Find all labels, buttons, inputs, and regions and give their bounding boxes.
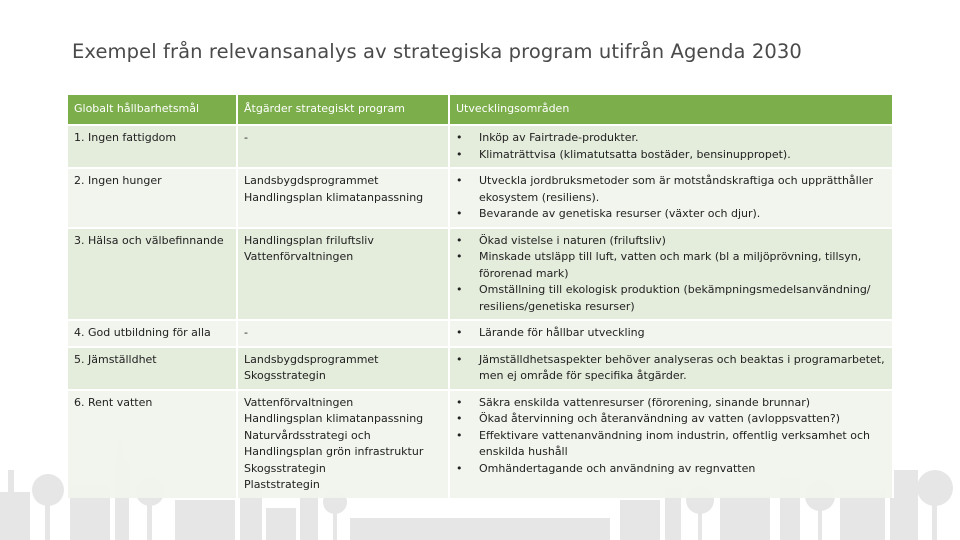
goal-cell: 4. God utbildning för alla [68,320,237,347]
area-bullet-item: • Bevarande av genetiska resurser (växter och djur). [456,206,886,223]
areas-list [456,233,886,316]
areas-list [456,395,886,478]
goal-cell: 1. Ingen fattigdom [68,125,237,168]
area-bullet-item: • Omställning till ekologisk produktion (bekämpningsmedelsanvändning/ resiliens/genetiska resurser) [456,282,886,315]
program-line: Naturvårdsstrategi och Handlingsplan grön infrastruktur [244,428,424,458]
table-row [68,390,893,498]
areas-cell [449,320,893,347]
goal-cell: 5. Jämställdhet [68,347,237,390]
program-line: Handlingsplan friluftsliv [244,233,374,247]
program-line: Landsbygdsprogrammet [244,352,379,366]
area-bullet-item: • Minskade utsläpp till luft, vatten och mark (bl a miljöprövning, tillsyn, förorenad mark) [456,249,886,282]
areas-cell [449,347,893,390]
area-bullet-item: • Utveckla jordbruksmetoder som är motståndskraftiga och upprätthåller ekosystem (resiliens). [456,173,886,206]
program-line: Vattenförvaltningen [244,250,354,263]
programs-cell [237,320,449,347]
relevance-table [68,95,894,498]
areas-cell [449,228,893,321]
header-goal: Globalt hållbarhetsmål [68,95,237,125]
program-line: Skogsstrategin [244,461,326,475]
areas-list [456,130,886,163]
table-body [68,125,893,498]
area-bullet-item: • Effektivare vattenanvändning inom industrin, offentlig verksamhet och enskilda hushåll [456,428,886,461]
programs-cell [237,390,449,498]
areas-list [456,173,886,223]
area-bullet-item: • Ökad vistelse i naturen (friluftsliv) [456,233,886,250]
table-row [68,125,893,168]
programs-cell [237,228,449,321]
program-line: Vattenförvaltningen [244,395,354,409]
program-line: Handlingsplan klimatanpassning [244,412,424,425]
area-bullet-item: • Jämställdhetsaspekter behöver analyseras och beaktas i programarbetet, men ej område för specifika åtgärder. [456,352,886,385]
goal-cell: 2. Ingen hunger [68,168,237,228]
table-row [68,228,893,321]
header-areas: Utvecklingsområden [449,95,893,125]
program-line: Landsbygdsprogrammet [244,174,379,187]
program-line: Plaststrategin [244,478,320,491]
programs-cell [237,125,449,168]
areas-list [456,325,886,342]
program-line: Handlingsplan klimatanpassning [244,190,424,204]
table-row [68,320,893,347]
area-bullet-item: • Ökad återvinning och återanvändning av vatten (avloppsvatten?) [456,411,886,428]
goal-cell: 3. Hälsa och välbefinnande [68,228,237,321]
area-bullet-item: • Lärande för hållbar utveckling [456,325,886,342]
table-row [68,168,893,228]
areas-cell [449,168,893,228]
programs-cell [237,168,449,228]
program-line: - [244,131,248,144]
areas-cell [449,390,893,498]
areas-cell [449,125,893,168]
goal-cell: 6. Rent vatten [68,390,237,498]
header-programs: Åtgärder strategiskt program [237,95,449,125]
area-bullet-item: • Inköp av Fairtrade-produkter. [456,130,886,147]
programs-cell [237,347,449,390]
area-bullet-item: • Omhändertagande och användning av regnvatten [456,461,886,478]
areas-list [456,352,886,385]
page-title: Exempel från relevansanalys av strategiska program utifrån Agenda 2030 [72,40,802,63]
area-bullet-item: • Säkra enskilda vattenresurser (förorening, sinande brunnar) [456,395,886,412]
area-bullet-item: • Klimaträttvisa (klimatutsatta bostäder, bensinuppropet). [456,147,886,164]
table-row [68,347,893,390]
program-line: Skogsstrategin [244,369,326,382]
table-header-row [68,95,893,125]
program-line: - [244,326,248,339]
